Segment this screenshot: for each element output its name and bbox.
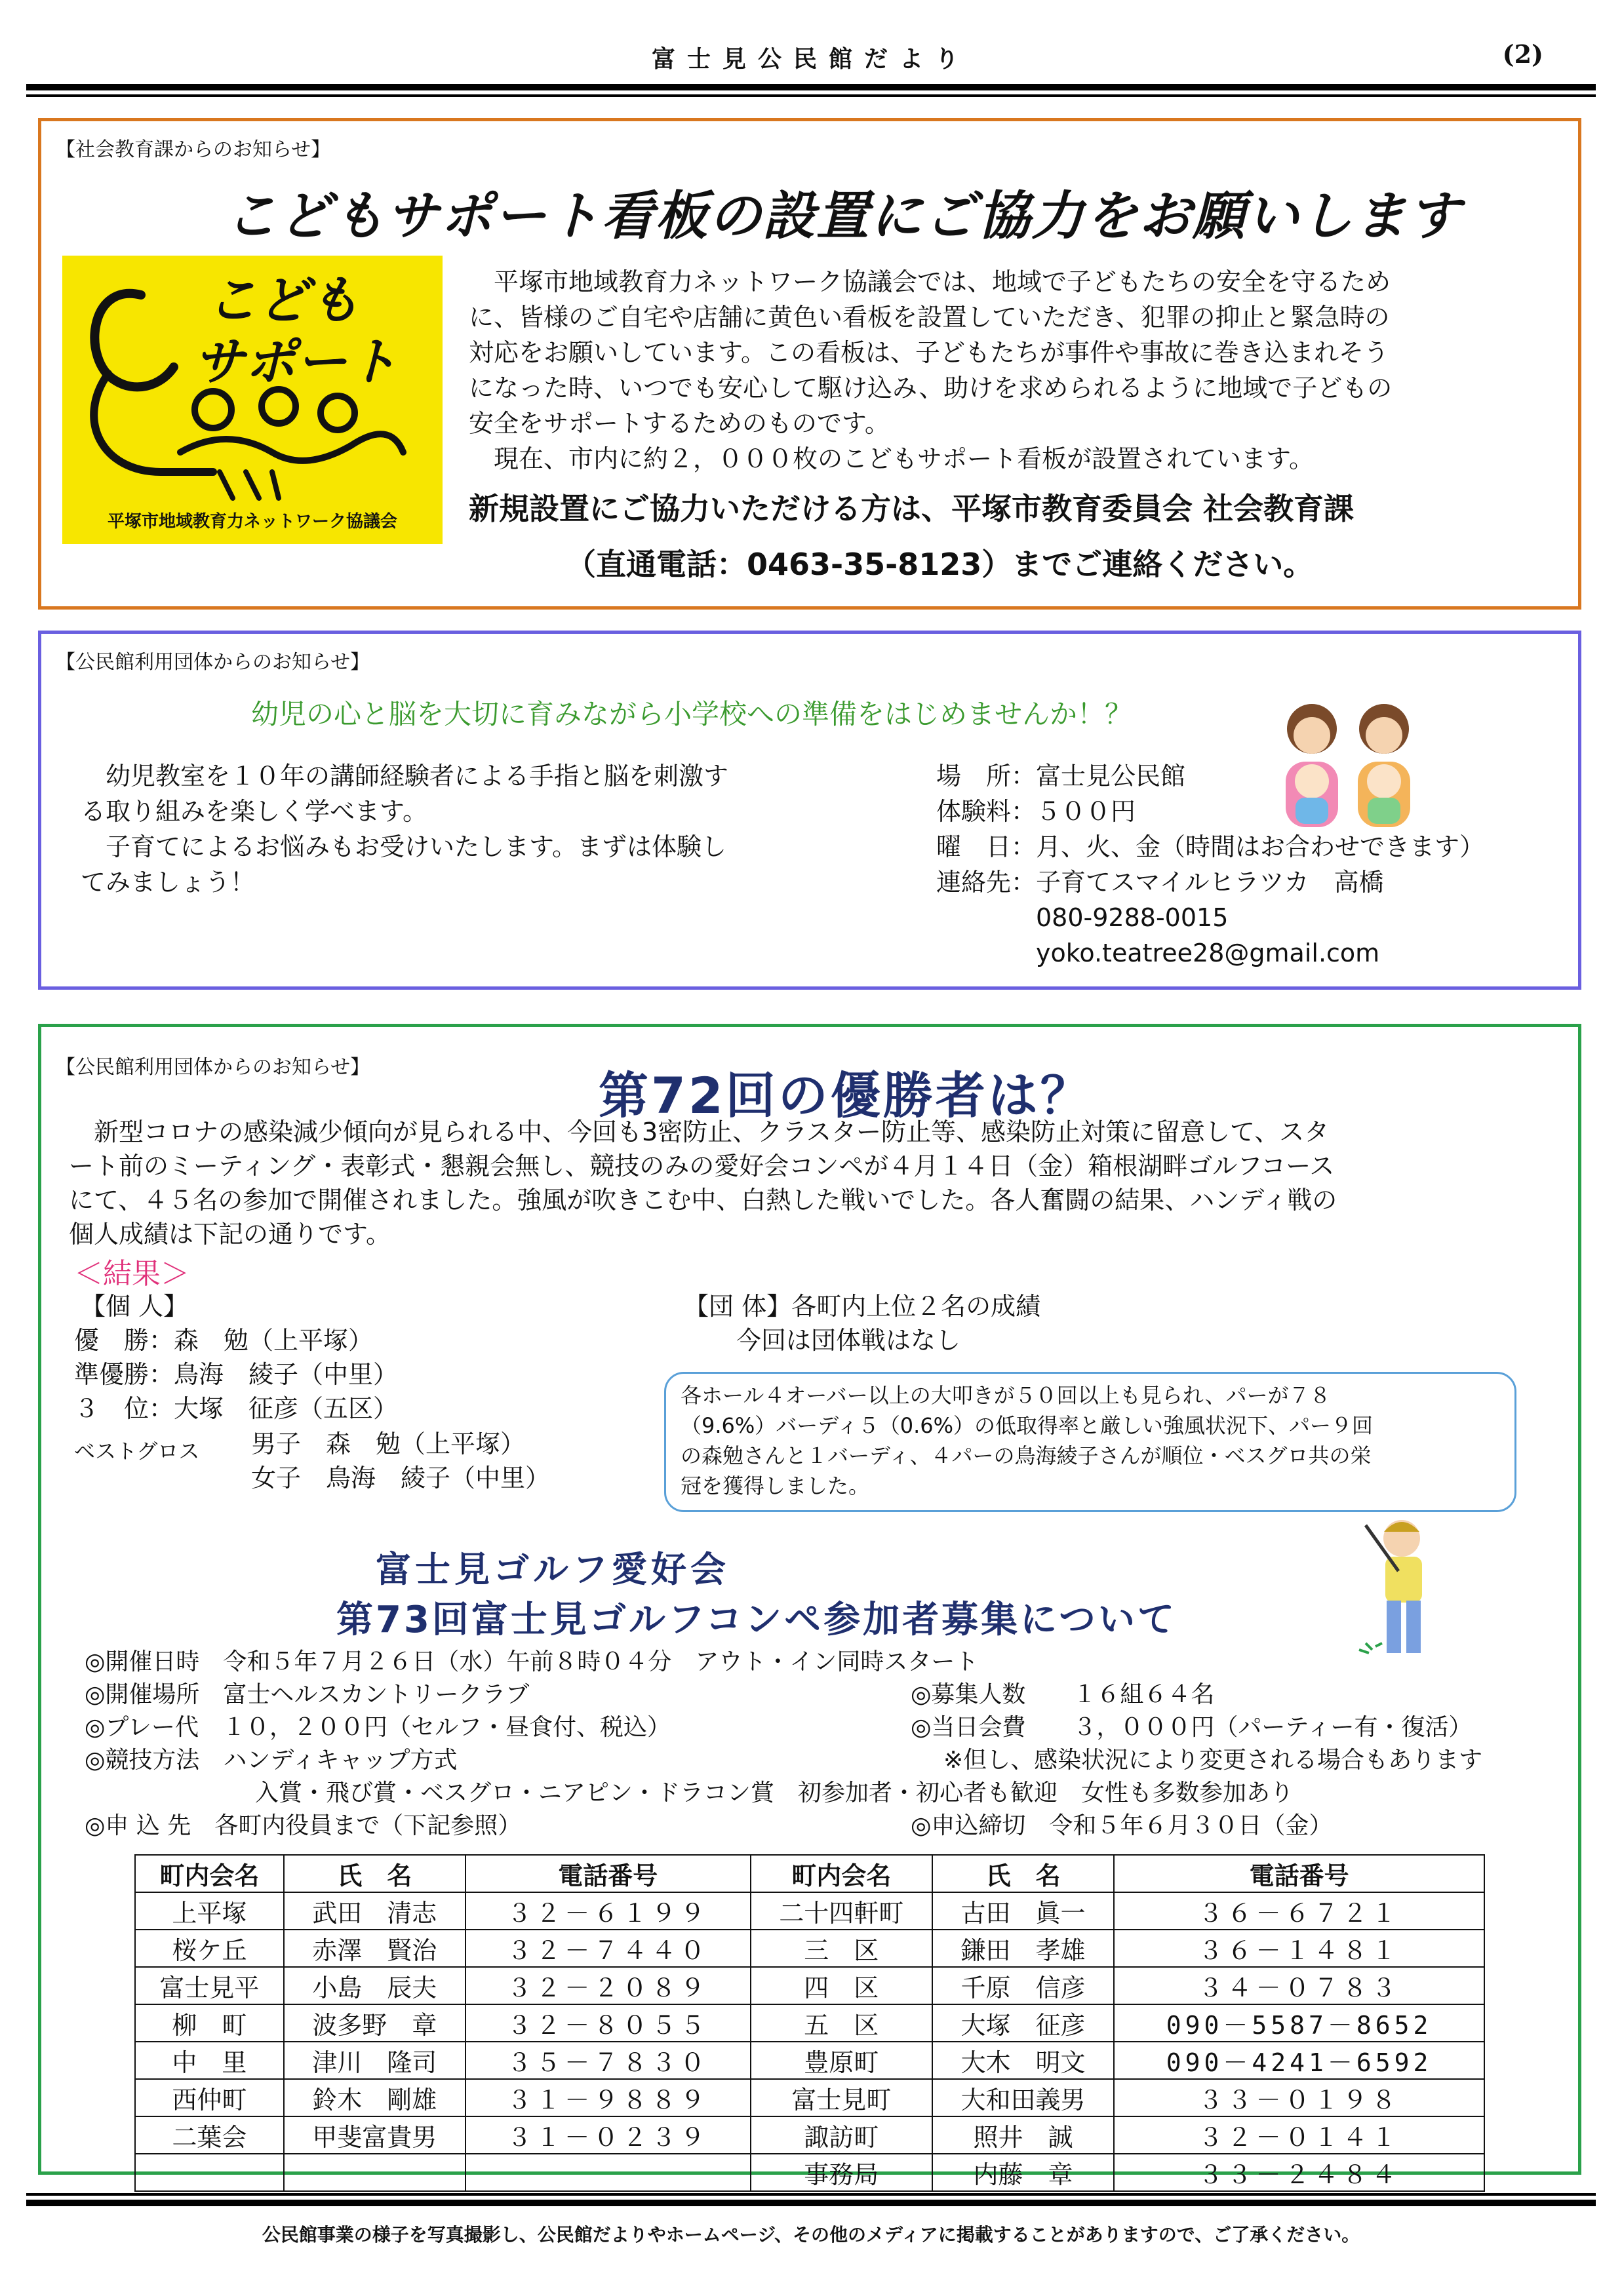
golf-body — [69, 1115, 1564, 1251]
col-header: 電話番号 — [465, 1855, 751, 1892]
info-line: yoko.teatree28@gmail.com — [936, 939, 1380, 967]
comment-line: 各ホール４オーバー以上の大叩きが５０回以上も見られ、パーが７８ — [681, 1383, 1331, 1408]
col-header: 氏 名 — [932, 1855, 1114, 1892]
individual-label: 【個 人】 — [81, 1292, 189, 1321]
recruit-details — [85, 1646, 1579, 1842]
detail-prizes: 入賞・飛び賞・ベスグロ・ニアピン・ドラコン賞 初参加者・初心者も歓迎 女性も多数参加あり — [255, 1780, 1294, 1806]
detail-apply: ◎申 込 先 各町内役員まで（下記参照） — [85, 1812, 522, 1839]
table-cell: ３２－８０５５ — [465, 2004, 751, 2042]
table-cell — [135, 2154, 284, 2191]
notice-box-kodomo-support — [38, 118, 1581, 610]
table-cell: 上平塚 — [135, 1892, 284, 1930]
body-line: ート前のミーティング・表彰式・懇親会無し、競技のみの愛好会コンペが４月１４日（金）箱根湖畔ゴルフコース — [69, 1152, 1335, 1180]
table-cell: 二葉会 — [135, 2116, 284, 2154]
contact-line-1: 新規設置にご協力いただける方は、平塚市教育委員会 社会教育課 — [469, 491, 1355, 526]
logo-word-kodomo: こども — [207, 271, 361, 330]
table-cell: 津川 隆司 — [284, 2042, 465, 2079]
table-cell: 照井 誠 — [932, 2116, 1114, 2154]
recruit-title-2: 第73回富士見ゴルフコンペ参加者募集について — [336, 1599, 1177, 1641]
table-row — [135, 2042, 1484, 2079]
table-row — [135, 1967, 1484, 2004]
golf-comment-box — [664, 1372, 1516, 1512]
table-cell: ３３－２４８４ — [1114, 2154, 1484, 2191]
team-note: 今回は団体戦はなし — [736, 1326, 961, 1355]
notice-box-golf — [38, 1024, 1581, 2189]
table-cell: 柳 町 — [135, 2004, 284, 2042]
infant-info — [936, 758, 1566, 971]
detail-deadline: ◎申込締切 令和５年６月３０日（金） — [911, 1812, 1333, 1839]
detail-format: ◎競技方法 ハンディキャップ方式 — [85, 1747, 458, 1774]
table-cell: ３６－１４８１ — [1114, 1930, 1484, 1967]
table-cell — [284, 2154, 465, 2191]
kodomo-headline: こどもサポート看板の設置にご協力をお願いします — [225, 185, 1461, 246]
body-line: 現在、市内に約２，０００枚のこどもサポート看板が設置されています。 — [469, 444, 1314, 473]
table-row — [135, 2004, 1484, 2042]
detail-date: ◎開催日時 令和５年７月２６日（水）午前８時０４分 アウト・イン同時スタート — [85, 1648, 979, 1675]
table-cell: 内藤 章 — [932, 2154, 1114, 2191]
infant-body — [81, 758, 920, 900]
body-line: 対応をお願いしています。この看板は、子どもたちが事件や事故に巻き込まれそう — [469, 338, 1389, 367]
table-cell: 三 区 — [751, 1930, 932, 1967]
body-line: になった時、いつでも安心して駆け込み、助けを求められるように地域で子どもの — [469, 374, 1393, 402]
table-header-row — [135, 1855, 1484, 1892]
logo-caption: 平塚市地域教育力ネットワーク協議会 — [107, 512, 397, 532]
info-line: 080-9288-0015 — [936, 903, 1229, 932]
individual-results — [74, 1323, 398, 1426]
infant-headline: 幼児の心と脳を大切に育みながら小学校への準備をはじめませんか！？ — [251, 698, 1133, 730]
table-cell: ３２－６１９９ — [465, 1892, 751, 1930]
page-number: (2) — [1502, 39, 1543, 69]
col-header: 電話番号 — [1114, 1855, 1484, 1892]
info-line: 曜 日：月、火、金（時間はお合わせできます） — [936, 832, 1485, 861]
newsletter-title: 富士見公民館だより — [651, 45, 970, 73]
body-line: に、皆様のご自宅や店舗に黄色い看板を設置していただき、犯罪の抑止と緊急時の — [469, 303, 1390, 332]
body-line: る取り組みを楽しく学べます。 — [81, 797, 427, 826]
notice-box-infant-class — [38, 631, 1581, 990]
info-line: 連絡先：子育てスマイルヒラツカ 高橋 — [936, 868, 1384, 897]
body-line: 子育てによるお悩みもお受けいたします。まずは体験し — [81, 832, 726, 861]
table-cell: 090－5587－8652 — [1114, 2004, 1484, 2042]
table-cell: ３４－０７８３ — [1114, 1967, 1484, 2004]
kodomo-support-logo — [62, 256, 443, 544]
body-line: 幼児教室を１０年の講師経験者による手指と脳を刺激す — [81, 762, 729, 790]
table-cell: 波多野 章 — [284, 2004, 465, 2042]
notice-tag: 【社会教育課からのお知らせ】 — [56, 138, 331, 161]
table-row — [135, 2154, 1484, 2191]
body-line: てみましょう！ — [81, 868, 256, 897]
notice-tag: 【公民館利用団体からのお知らせ】 — [56, 651, 370, 674]
detail-fee: ◎プレー代 １０，２００円（セルフ・昼食付、税込） — [85, 1714, 671, 1741]
body-line: 個人成績は下記の通りです。 — [69, 1220, 391, 1249]
table-cell: 武田 清志 — [284, 1892, 465, 1930]
table-cell: ３２－７４４０ — [465, 1930, 751, 1967]
table-cell: ３１－０２３９ — [465, 2116, 751, 2154]
col-header: 氏 名 — [284, 1855, 465, 1892]
best-gross-label: ベストグロス — [74, 1439, 200, 1464]
header-rule-thin — [26, 94, 1596, 97]
table-cell: 事務局 — [751, 2154, 932, 2191]
golfer-illustration — [1339, 1512, 1471, 1663]
mothers-and-babies-illustration — [1266, 699, 1436, 830]
table-cell: ３２－２０８９ — [465, 1967, 751, 2004]
kodomo-body — [469, 264, 1570, 477]
footer-notice: 公民館事業の様子を写真撮影し、公民館だよりやホームページ、その他のメディアに掲載することがありますので、ご了承ください。 — [262, 2224, 1360, 2246]
table-cell: 西仲町 — [135, 2079, 284, 2116]
table-cell — [465, 2154, 751, 2191]
table-cell: 小島 辰夫 — [284, 1967, 465, 2004]
detail-capacity: ◎募集人数 １６組６４名 — [911, 1681, 1215, 1708]
table-cell: 甲斐富貴男 — [284, 2116, 465, 2154]
result-line: 準優勝：鳥海 綾子（中里） — [74, 1360, 399, 1389]
table-cell: 豊原町 — [751, 2042, 932, 2079]
result-line: 優 勝：森 勉（上平塚） — [74, 1326, 374, 1355]
table-cell: 五 区 — [751, 2004, 932, 2042]
table-cell: 富士見平 — [135, 1967, 284, 2004]
table-cell: 赤澤 賢治 — [284, 1930, 465, 1967]
comment-line: 冠を獲得しました。 — [681, 1473, 870, 1498]
results-label: ＜結果＞ — [74, 1257, 189, 1291]
notice-tag: 【公民館利用団体からのお知らせ】 — [56, 1056, 370, 1079]
detail-party-fee: ◎当日会費 ３，０００円（パーティー有・復活） — [911, 1714, 1473, 1741]
table-cell: 鈴木 剛雄 — [284, 2079, 465, 2116]
result-line: 男子 森 勉（上平塚） — [251, 1430, 526, 1458]
table-row — [135, 1892, 1484, 1930]
result-line: 女子 鳥海 綾子（中里） — [251, 1464, 551, 1492]
table-cell: ３２－０１４１ — [1114, 2116, 1484, 2154]
body-line: にて、４５名の参加で開催されました。強風が吹きこむ中、白熱した戦いでした。各人奮闘の結果、ハンディ戦の — [69, 1186, 1337, 1215]
detail-change-note: ※但し、感染状況により変更される場合もあります — [943, 1747, 1483, 1774]
best-gross-results — [251, 1427, 550, 1495]
comment-line: の森勉さんと１バーディ、４パーの鳥海綾子さんが順位・ベスグロ共の栄 — [681, 1443, 1372, 1468]
table-cell: 古田 眞一 — [932, 1892, 1114, 1930]
table-cell: 二十四軒町 — [751, 1892, 932, 1930]
info-line: 体験料：５００円 — [936, 797, 1136, 826]
col-header: 町内会名 — [135, 1855, 284, 1892]
logo-word-support: サポート — [193, 333, 399, 392]
table-cell: 千原 信彦 — [932, 1967, 1114, 2004]
table-row — [135, 2116, 1484, 2154]
body-line: 安全をサポートするためのものです。 — [469, 409, 890, 438]
contact-directory-table — [134, 1854, 1485, 2192]
table-cell: ３６－６７２１ — [1114, 1892, 1484, 1930]
header-rule-thick — [26, 84, 1596, 90]
footer-rule-thin — [26, 2193, 1596, 2196]
col-header: 町内会名 — [751, 1855, 932, 1892]
table-cell: 大木 明文 — [932, 2042, 1114, 2079]
table-cell: 諏訪町 — [751, 2116, 932, 2154]
recruit-title-1: 富士見ゴルフ愛好会 — [376, 1549, 730, 1590]
table-row — [135, 1930, 1484, 1967]
table-cell: 四 区 — [751, 1967, 932, 2004]
info-line: 場 所：富士見公民館 — [936, 762, 1186, 790]
golf-winner-headline: 第72回の優勝者は？ — [599, 1066, 1093, 1125]
table-row — [135, 2079, 1484, 2116]
table-cell: 大和田義男 — [932, 2079, 1114, 2116]
table-cell: 大塚 征彦 — [932, 2004, 1114, 2042]
table-cell: 桜ケ丘 — [135, 1930, 284, 1967]
comment-line: （9.6%）バーディ５（0.6%）の低取得率と厳しい強風状況下、パー９回 — [681, 1413, 1374, 1438]
table-cell: 鎌田 孝雄 — [932, 1930, 1114, 1967]
table-cell: ３５－７８３０ — [465, 2042, 751, 2079]
table-cell: ３１－９８８９ — [465, 2079, 751, 2116]
table-cell: 富士見町 — [751, 2079, 932, 2116]
detail-place: ◎開催場所 富士ヘルスカントリークラブ — [85, 1681, 530, 1708]
team-label: 【団 体】各町内上位２名の成績 — [684, 1292, 1041, 1321]
table-cell: ３３－０１９８ — [1114, 2079, 1484, 2116]
contact-line-2: （直通電話：0463-35-8123）までご連絡ください。 — [566, 547, 1314, 582]
body-line: 平塚市地域教育力ネットワーク協議会では、地域で子どもたちの安全を守るため — [469, 267, 1391, 296]
footer-rule-thick — [26, 2200, 1596, 2206]
body-line: 新型コロナの感染減少傾向が見られる中、今回も3密防止、クラスター防止等、感染防止対策に留意して、スタ — [69, 1118, 1330, 1146]
table-cell: 中 里 — [135, 2042, 284, 2079]
table-cell: 090－4241－6592 — [1114, 2042, 1484, 2079]
result-line: ３ 位：大塚 征彦（五区） — [74, 1394, 399, 1423]
